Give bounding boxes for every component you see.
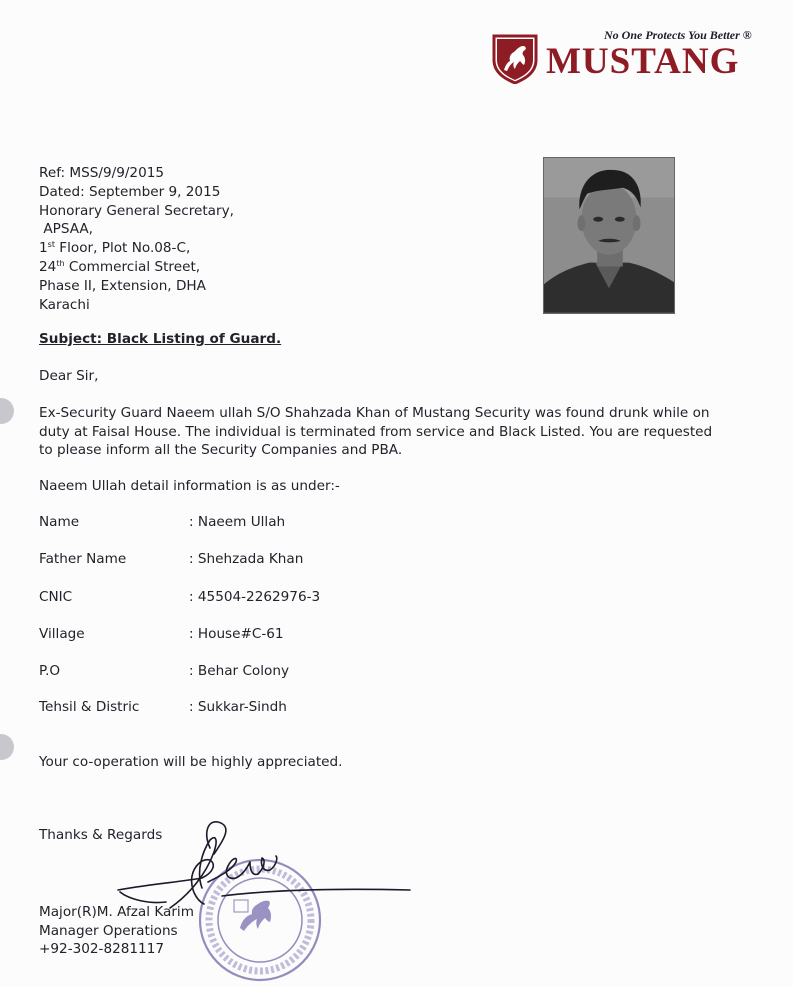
address-floor-text: Floor, Plot No.08-C, xyxy=(54,240,191,257)
address-line: Phase II, Extension, DHA xyxy=(39,277,206,294)
address-line xyxy=(39,258,234,277)
detail-label: CNIC xyxy=(39,589,73,605)
address-line: Honorary General Secretary, xyxy=(39,202,234,219)
detail-label: P.O xyxy=(39,663,61,679)
detail-row-village xyxy=(39,626,439,646)
company-tagline: No One Protects You Better ® xyxy=(604,28,752,42)
punch-hole-bottom xyxy=(0,734,14,760)
address-floor-suffix: st xyxy=(47,240,55,250)
detail-row-post-office xyxy=(39,663,439,683)
paragraph-line: to please inform all the Security Companies and PBA. xyxy=(39,442,403,459)
salutation: Dear Sir, xyxy=(39,368,99,384)
signatory-title: Manager Operations xyxy=(39,922,178,939)
detail-row-name xyxy=(39,514,439,534)
letter-date: Dated: September 9, 2015 xyxy=(39,183,221,200)
signatory-phone: +92-302-8281117 xyxy=(39,941,164,957)
mustang-shield-logo xyxy=(492,34,538,84)
detail-value: : House#C-61 xyxy=(189,626,284,642)
signatory-name: Major(R)M. Afzal Karim xyxy=(39,904,194,920)
details-intro: Naeem Ullah detail information is as under:- xyxy=(39,478,340,494)
detail-row-tehsil-district xyxy=(39,699,439,719)
detail-value: : Sukkar-Sindh xyxy=(189,699,287,715)
regards-line: Thanks & Regards xyxy=(39,827,163,843)
detail-value: : Shehzada Khan xyxy=(189,551,304,567)
detail-label: Village xyxy=(39,626,85,642)
detail-label: Father Name xyxy=(39,551,127,567)
detail-value: : Naeem Ullah xyxy=(189,514,286,530)
body-paragraph xyxy=(39,404,729,460)
signatory-block xyxy=(39,903,194,959)
detail-label: Name xyxy=(39,514,80,530)
address-line: APSAA, xyxy=(39,221,93,238)
recipient-address-block xyxy=(39,164,234,314)
address-street-number: 24 xyxy=(39,258,57,275)
paragraph-line: Ex-Security Guard Naeem ullah S/O Shahzada Khan of Mustang Security was found drunk while on xyxy=(39,405,710,421)
address-line xyxy=(39,239,234,258)
detail-label: Tehsil & Distric xyxy=(39,699,140,715)
punch-hole-top xyxy=(0,398,14,424)
company-brand-name: MUSTANG xyxy=(546,41,740,82)
detail-value: : 45504-2262976-3 xyxy=(189,589,321,605)
reference-number: Ref: MSS/9/9/2015 xyxy=(39,165,165,181)
letter-subject: Subject: Black Listing of Guard. xyxy=(39,331,282,347)
address-floor-number: 1 xyxy=(39,240,48,257)
detail-row-father-name xyxy=(39,551,439,571)
address-street-suffix: th xyxy=(56,258,65,268)
guard-photo xyxy=(543,157,675,314)
paragraph-line: duty at Faisal House. The individual is terminated from service and Black Listed. You are requested xyxy=(39,423,713,440)
detail-row-cnic xyxy=(39,589,439,609)
address-street-text: Commercial Street, xyxy=(64,258,201,275)
closing-line: Your co-operation will be highly appreciated. xyxy=(39,754,343,770)
detail-value: : Behar Colony xyxy=(189,663,290,679)
address-line: Karachi xyxy=(39,296,90,313)
